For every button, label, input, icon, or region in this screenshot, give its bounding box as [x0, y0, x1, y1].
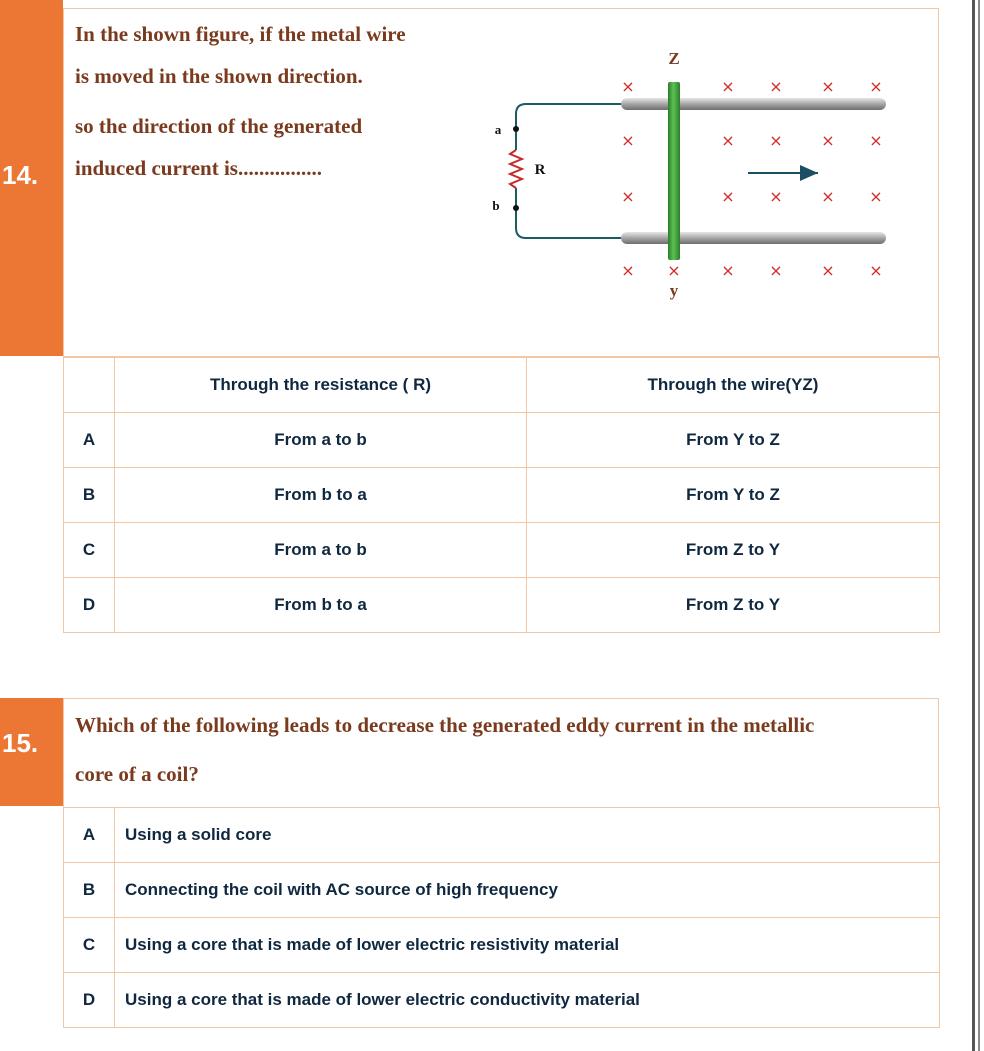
option-row-d[interactable]	[64, 973, 940, 1028]
option-wire-direction: From Y to Z	[527, 468, 940, 523]
option-letter: A	[64, 413, 115, 468]
option-row-b[interactable]	[64, 863, 940, 918]
option-row-b[interactable]	[64, 468, 940, 523]
question-14-number: 14.	[2, 160, 39, 190]
option-row-d[interactable]	[64, 578, 940, 633]
option-row-a[interactable]	[64, 808, 940, 863]
option-resistance-direction: From b to a	[115, 468, 527, 523]
question-15-options-table	[63, 807, 940, 1028]
option-text: Using a core that is made of lower electric conductivity material	[115, 973, 940, 1028]
question-14-line-2: is moved in the shown direction.	[75, 64, 363, 88]
question-15-number-block	[0, 698, 63, 806]
option-wire-direction: From Y to Z	[527, 413, 940, 468]
question-14-line-3: so the direction of the generated	[75, 114, 363, 138]
question-14-options-table	[63, 357, 940, 633]
terminal-b-dot	[513, 205, 519, 211]
question-15-line-2: core of a coil?	[75, 762, 199, 786]
question-14-number-block	[0, 0, 63, 356]
field-cross: ×	[769, 261, 783, 280]
option-letter: C	[64, 918, 115, 973]
terminal-a-dot	[513, 126, 519, 132]
label-a: a	[494, 122, 502, 137]
option-text: Connecting the coil with AC source of high frequency	[115, 863, 940, 918]
option-letter: A	[64, 808, 115, 863]
field-cross: ×	[721, 131, 735, 150]
induction-rail-diagram	[478, 38, 908, 308]
option-text: Using a core that is made of lower electric resistivity material	[115, 918, 940, 973]
question-15-number: 15.	[2, 728, 39, 758]
question-14-line-4: induced current is................	[75, 156, 322, 180]
option-letter: B	[64, 468, 115, 523]
field-cross: ×	[621, 187, 635, 206]
option-letter: C	[64, 523, 115, 578]
field-cross: ×	[667, 261, 681, 280]
field-cross: ×	[769, 187, 783, 206]
table-header-row	[64, 358, 940, 413]
header-resistance: Through the resistance ( R)	[115, 358, 527, 413]
option-resistance-direction: From a to b	[115, 523, 527, 578]
field-cross: ×	[621, 77, 635, 96]
field-cross: ×	[821, 77, 835, 96]
bottom-lead-wire	[516, 208, 621, 238]
option-resistance-direction: From a to b	[115, 413, 527, 468]
option-row-c[interactable]	[64, 918, 940, 973]
label-z: Z	[668, 49, 680, 68]
option-letter: B	[64, 863, 115, 918]
resistor-symbol	[510, 150, 522, 188]
field-cross: ×	[721, 261, 735, 280]
option-letter: D	[64, 973, 115, 1028]
question-15-line-1: Which of the following leads to decrease the generated eddy current in the metallic	[75, 713, 815, 737]
option-letter: D	[64, 578, 115, 633]
page-edge-rule	[972, 0, 975, 1051]
field-cross: ×	[869, 261, 883, 280]
label-y: y	[669, 281, 679, 300]
bottom-rail	[621, 232, 886, 244]
header-empty-cell	[64, 358, 115, 413]
field-cross: ×	[869, 131, 883, 150]
field-cross: ×	[621, 131, 635, 150]
moving-wire-yz	[668, 82, 680, 260]
field-cross: ×	[821, 261, 835, 280]
field-cross: ×	[821, 131, 835, 150]
option-resistance-direction: From b to a	[115, 578, 527, 633]
field-cross: ×	[721, 187, 735, 206]
top-rail	[621, 98, 886, 110]
label-b: b	[492, 198, 500, 213]
label-r: R	[534, 162, 546, 178]
question-14-line-1: In the shown figure, if the metal wire	[75, 22, 406, 46]
field-cross: ×	[869, 187, 883, 206]
field-cross: ×	[721, 77, 735, 96]
field-cross: ×	[821, 187, 835, 206]
option-text: Using a solid core	[115, 808, 940, 863]
option-wire-direction: From Z to Y	[527, 578, 940, 633]
top-lead-wire	[516, 104, 621, 129]
field-cross: ×	[621, 261, 635, 280]
header-wire: Through the wire(YZ)	[527, 358, 940, 413]
field-cross: ×	[869, 77, 883, 96]
option-row-a[interactable]	[64, 413, 940, 468]
option-row-c[interactable]	[64, 523, 940, 578]
page-edge-rule-inner	[978, 0, 980, 1051]
field-cross: ×	[769, 131, 783, 150]
field-cross: ×	[769, 77, 783, 96]
option-wire-direction: From Z to Y	[527, 523, 940, 578]
